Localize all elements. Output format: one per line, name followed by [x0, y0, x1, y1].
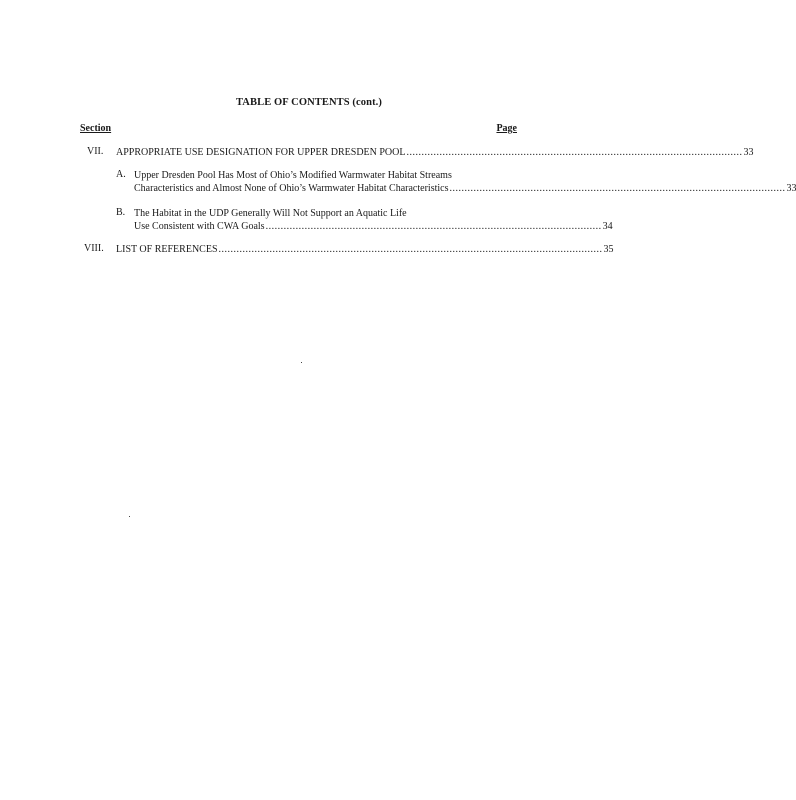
- toc-subentry-page: 33: [786, 183, 796, 194]
- section-column-header: Section: [80, 123, 112, 134]
- toc-entry-title: LIST OF REFERENCES: [116, 244, 218, 255]
- toc-entry-number: VII.: [87, 146, 104, 157]
- toc-subentry-page: 34: [602, 221, 613, 232]
- dot-leader: ................................................................................................................: [406, 147, 743, 158]
- dot-leader: ................................................................................................................: [449, 183, 786, 194]
- toc-subentry-b[interactable]: [134, 207, 613, 233]
- toc-subentry-line: Use Consistent with CWA Goals: [134, 221, 265, 232]
- toc-subentry-line: Upper Dresden Pool Has Most of Ohio’s Modified Warmwater Habitat Streams: [134, 170, 452, 181]
- toc-subentry-letter: B.: [116, 207, 126, 218]
- toc-title: TABLE OF CONTENTS (cont.): [235, 97, 382, 108]
- toc-entry-number: VIII.: [84, 243, 104, 254]
- toc-subentry-letter: A.: [116, 169, 126, 180]
- dot-leader: ................................................................................................................................: [218, 244, 603, 255]
- toc-entry-title: APPROPRIATE USE DESIGNATION FOR UPPER DRESDEN POOL: [116, 147, 406, 158]
- toc-entry-viii[interactable]: [116, 243, 614, 256]
- toc-subentry-line: The Habitat in the UDP Generally Will Not Support an Aquatic Life: [134, 208, 407, 219]
- scan-speck: [301, 362, 302, 363]
- toc-subentry-a[interactable]: [134, 169, 796, 195]
- toc-entry-vii[interactable]: [116, 146, 754, 159]
- scan-speck: [129, 516, 130, 517]
- toc-entry-page: 35: [603, 244, 614, 255]
- toc-subentry-line: Characteristics and Almost None of Ohio’s Warmwater Habitat Characteristics: [134, 183, 449, 194]
- dot-leader: ................................................................................................................: [265, 221, 602, 232]
- page-column-header: Page: [496, 123, 517, 134]
- toc-entry-page: 33: [743, 147, 754, 158]
